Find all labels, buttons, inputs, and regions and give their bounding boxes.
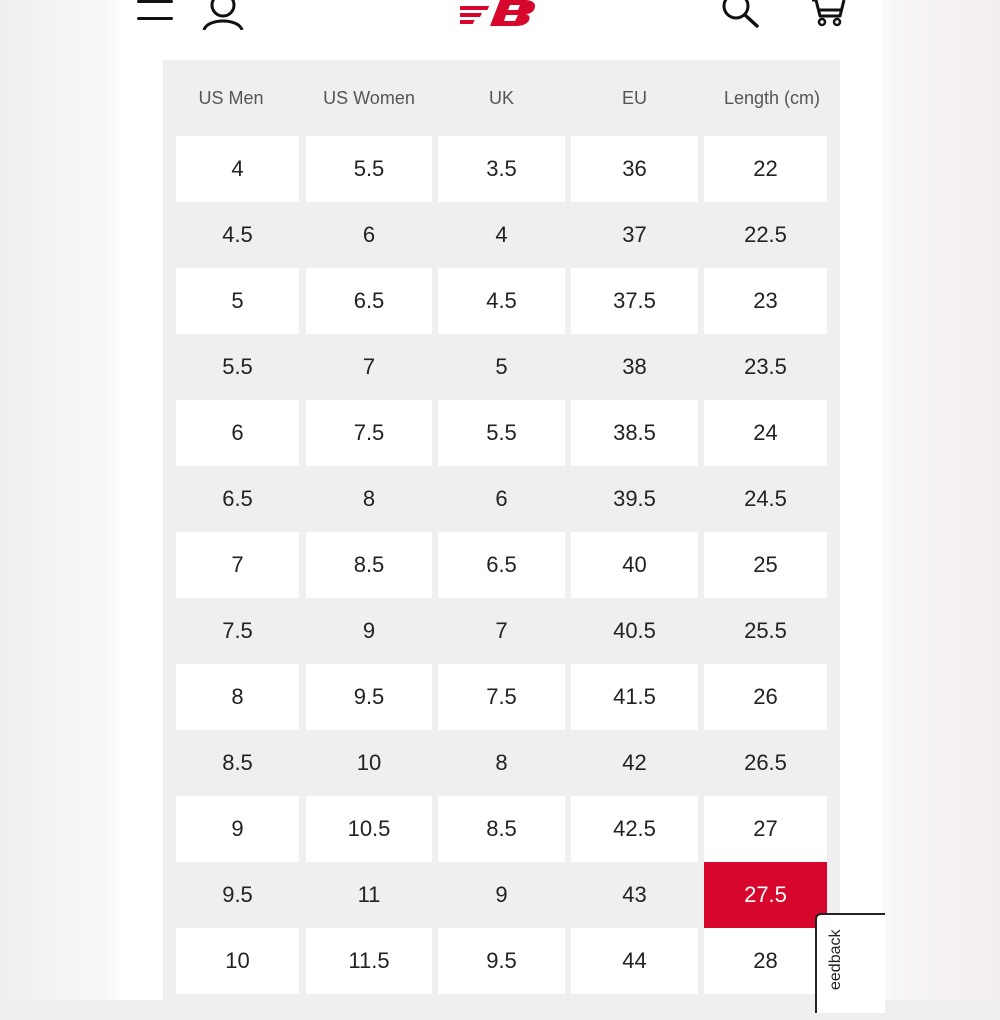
column-header-eu: EU xyxy=(571,60,698,136)
table-cell-eu: 43 xyxy=(571,862,698,928)
table-cell-us-women: 10.5 xyxy=(306,796,432,862)
table-cell-length: 22 xyxy=(704,136,827,202)
column-header-uk: UK xyxy=(438,60,565,136)
table-cell-uk: 8 xyxy=(438,730,565,796)
table-cell-length: 23.5 xyxy=(704,334,827,400)
table-cell-length: 26.5 xyxy=(704,730,827,796)
table-cell-us-women: 9.5 xyxy=(306,664,432,730)
menu-icon[interactable] xyxy=(137,0,173,24)
table-cell-uk: 9 xyxy=(438,862,565,928)
table-cell-us-women: 8 xyxy=(306,466,432,532)
table-cell-us-men: 10 xyxy=(176,928,299,994)
table-cell-us-men: 7 xyxy=(176,532,299,598)
feedback-tab[interactable] xyxy=(815,913,885,1013)
table-cell-us-women: 8.5 xyxy=(306,532,432,598)
table-cell-length: 25 xyxy=(704,532,827,598)
table-cell-us-men: 5 xyxy=(176,268,299,334)
table-cell-length: 26 xyxy=(704,664,827,730)
table-cell-us-men: 8 xyxy=(176,664,299,730)
search-icon[interactable] xyxy=(716,0,762,28)
table-cell-us-men: 9 xyxy=(176,796,299,862)
table-cell-length: 27 xyxy=(704,796,827,862)
table-cell-eu: 42 xyxy=(571,730,698,796)
table-cell-uk: 7 xyxy=(438,598,565,664)
table-cell-eu: 40.5 xyxy=(571,598,698,664)
table-cell-us-women: 7.5 xyxy=(306,400,432,466)
table-cell-us-men: 4.5 xyxy=(176,202,299,268)
table-cell-us-men: 5.5 xyxy=(176,334,299,400)
table-cell-uk: 6 xyxy=(438,466,565,532)
table-cell-us-men: 4 xyxy=(176,136,299,202)
feedback-label: eedback xyxy=(827,929,844,990)
table-cell-eu: 37.5 xyxy=(571,268,698,334)
cart-icon[interactable] xyxy=(802,0,850,28)
new-balance-logo[interactable] xyxy=(460,0,540,26)
column-header-us-women: US Women xyxy=(306,60,432,136)
table-cell-uk: 4 xyxy=(438,202,565,268)
table-cell-us-men: 7.5 xyxy=(176,598,299,664)
table-cell-eu: 39.5 xyxy=(571,466,698,532)
column-header-us-men: US Men xyxy=(163,60,299,136)
table-cell-length: 24.5 xyxy=(704,466,827,532)
table-cell-us-men: 6.5 xyxy=(176,466,299,532)
table-cell-us-women: 11 xyxy=(306,862,432,928)
table-cell-uk: 5 xyxy=(438,334,565,400)
table-cell-length: 24 xyxy=(704,400,827,466)
site-header xyxy=(0,0,1000,40)
table-cell-eu: 38.5 xyxy=(571,400,698,466)
column-header-length: Length (cm) xyxy=(704,60,840,136)
table-cell-length: 28 xyxy=(704,928,827,994)
table-cell-uk: 3.5 xyxy=(438,136,565,202)
table-cell-uk: 6.5 xyxy=(438,532,565,598)
table-cell-uk: 5.5 xyxy=(438,400,565,466)
table-cell-eu: 36 xyxy=(571,136,698,202)
table-cell-length: 25.5 xyxy=(704,598,827,664)
table-cell-us-men: 6 xyxy=(176,400,299,466)
table-cell-uk: 7.5 xyxy=(438,664,565,730)
table-cell-us-women: 9 xyxy=(306,598,432,664)
table-cell-us-women: 6.5 xyxy=(306,268,432,334)
table-cell-us-men: 8.5 xyxy=(176,730,299,796)
table-cell-eu: 44 xyxy=(571,928,698,994)
table-cell-uk: 8.5 xyxy=(438,796,565,862)
table-cell-us-men: 9.5 xyxy=(176,862,299,928)
table-cell-eu: 41.5 xyxy=(571,664,698,730)
table-cell-eu: 38 xyxy=(571,334,698,400)
table-cell-uk: 9.5 xyxy=(438,928,565,994)
table-cell-length: 23 xyxy=(704,268,827,334)
table-cell-uk: 4.5 xyxy=(438,268,565,334)
account-icon[interactable] xyxy=(200,0,246,30)
table-cell-us-women: 5.5 xyxy=(306,136,432,202)
table-cell-us-women: 10 xyxy=(306,730,432,796)
table-cell-us-women: 11.5 xyxy=(306,928,432,994)
table-cell-length: 27.5 xyxy=(704,862,827,928)
table-cell-eu: 42.5 xyxy=(571,796,698,862)
table-cell-us-women: 7 xyxy=(306,334,432,400)
table-cell-us-women: 6 xyxy=(306,202,432,268)
table-cell-eu: 40 xyxy=(571,532,698,598)
table-cell-eu: 37 xyxy=(571,202,698,268)
table-cell-length: 22.5 xyxy=(704,202,827,268)
